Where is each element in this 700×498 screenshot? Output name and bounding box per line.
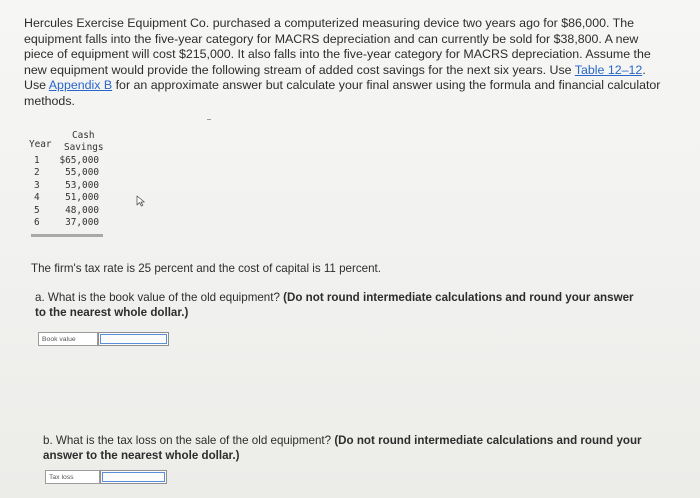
amount-cell: $65,000	[59, 155, 99, 166]
savings-column-header: Savings	[64, 142, 104, 153]
cash-column-header: Cash	[72, 130, 95, 141]
question-a	[35, 291, 635, 320]
year-cell: 2	[34, 167, 40, 179]
problem-statement	[24, 16, 670, 110]
intro-line-3: $38,800. A new piece of equipment will cost $215,000. It also falls into the five-year category for MACRS	[24, 31, 639, 62]
amount-cell: 53,000	[65, 179, 99, 191]
table-row	[27, 155, 103, 167]
year-cell: 5	[34, 204, 40, 216]
amount-cell: 51,000	[65, 192, 99, 204]
table-12-12-link[interactable]: Table 12–12	[574, 62, 643, 77]
table-row	[27, 192, 103, 204]
question-b-instructions: (Do not round intermediate calculations and round your answer to the nearest whole dollar.)	[43, 434, 642, 462]
cash-table-rows	[27, 155, 103, 229]
appendix-b-link[interactable]: Appendix B	[48, 78, 113, 93]
intro-line-2: The equipment falls into the five-year category for MACRS depreciation and can currently be sold for	[24, 16, 634, 46]
amount-cell: 37,000	[65, 216, 99, 228]
intro-line-5-before: next six years. Use	[466, 62, 575, 77]
year-cell: 3	[34, 179, 40, 191]
year-cell: 6	[34, 216, 40, 228]
intro-line-5-after: for an approximate answer but calculate your final answer	[112, 78, 433, 93]
book-value-input[interactable]	[98, 332, 169, 346]
book-value-label: Book value	[38, 332, 98, 346]
table-bottom-rule	[31, 234, 103, 237]
table-row	[27, 167, 103, 179]
intro-line-4: depreciation. Assume the new equipment would provide the following stream of added cost savings for the	[24, 47, 651, 77]
book-value-answer-row	[38, 332, 170, 346]
tax-loss-input[interactable]	[100, 470, 167, 484]
year-cell: 4	[34, 192, 40, 204]
stray-dash-mark	[207, 119, 211, 120]
intro-line-1: Hercules Exercise Equipment Co. purchased a computerized measuring device two years ago for $86,000.	[24, 16, 610, 30]
question-b-text: b. What is the tax loss on the sale of the old equipment?	[43, 434, 335, 447]
table-row	[27, 205, 103, 217]
intro-line-5-mid: . Use	[24, 62, 646, 93]
intro-line-6: using the formula and financial calculator methods.	[24, 78, 661, 108]
amount-cell: 48,000	[65, 204, 99, 216]
amount-cell: 55,000	[65, 167, 99, 179]
tax-loss-answer-row	[45, 470, 167, 484]
question-b	[43, 434, 643, 463]
mouse-pointer-icon	[136, 195, 146, 207]
year-column-header: Year	[29, 139, 52, 150]
tax-loss-label: Tax loss	[45, 470, 100, 484]
question-a-instructions: (Do not round intermediate calculations and round your answer to the nearest whole dollar.)	[35, 291, 634, 319]
year-cell: 1	[34, 155, 40, 166]
question-a-text: a. What is the book value of the old equipment?	[35, 291, 284, 304]
tax-rate-statement: The firm's tax rate is 25 percent and the cost of capital is 11 percent.	[31, 262, 381, 275]
table-row	[27, 180, 103, 192]
table-row	[27, 217, 103, 229]
